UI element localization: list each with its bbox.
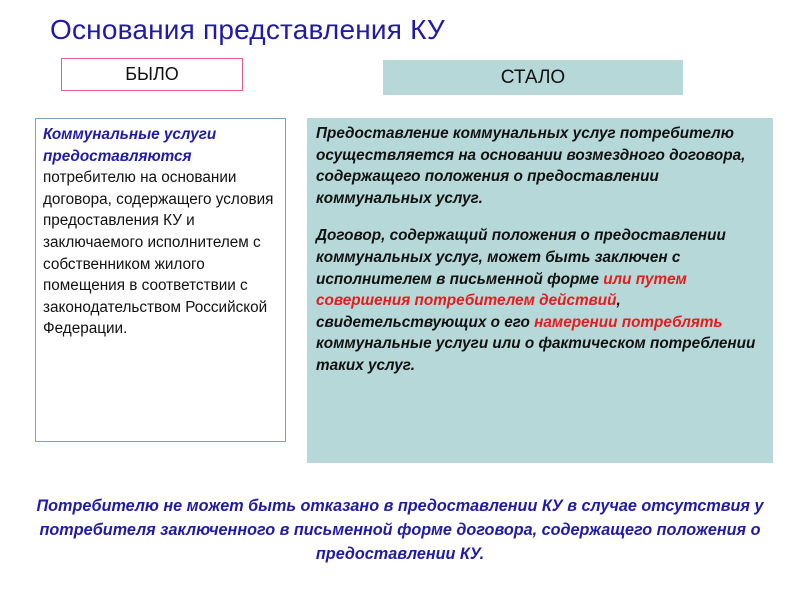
- after-paragraph-2: [316, 225, 765, 376]
- label-after: СТАЛО: [383, 60, 683, 95]
- footer-note: Потребителю не может быть отказано в предоставлении КУ в случае отсутствия у потребителя заключенного в письменной форме договора, содержащего положения о предоставлении КУ.: [36, 497, 764, 563]
- page-title: Основания представления КУ: [50, 14, 445, 45]
- after-p2-highlight-2: намерении потреблять: [534, 313, 723, 331]
- after-p2-text-1: Договор, содержащий положения о предоставлении коммунальных услуг, может быть заключен с исполнителем в письменной форме: [316, 227, 726, 288]
- before-text-box: [35, 118, 286, 442]
- after-p2-text-3: коммунальные услуги или о фактическом потреблении таких услуг.: [316, 335, 756, 374]
- after-p2-text-2: , свидетельствующих о его: [316, 292, 621, 331]
- after-p2-highlight-1: или путем совершения потребителем действий: [316, 270, 687, 310]
- before-emphasis: Коммунальные услуги предоставляются: [43, 126, 217, 165]
- label-before: БЫЛО: [61, 58, 243, 91]
- after-paragraph-1: Предоставление коммунальных услуг потребителю осуществляется на основании возмездного договора, содержащего положения о предоставлении коммунальных услуг.: [316, 125, 746, 207]
- after-text-box: [307, 118, 773, 463]
- before-text: потребителю на основании договора, содержащего условия предоставления КУ и заключаемого исполнителем с собственником жилого помещения в соответствии с законодательством Российской Федерации.: [43, 169, 274, 338]
